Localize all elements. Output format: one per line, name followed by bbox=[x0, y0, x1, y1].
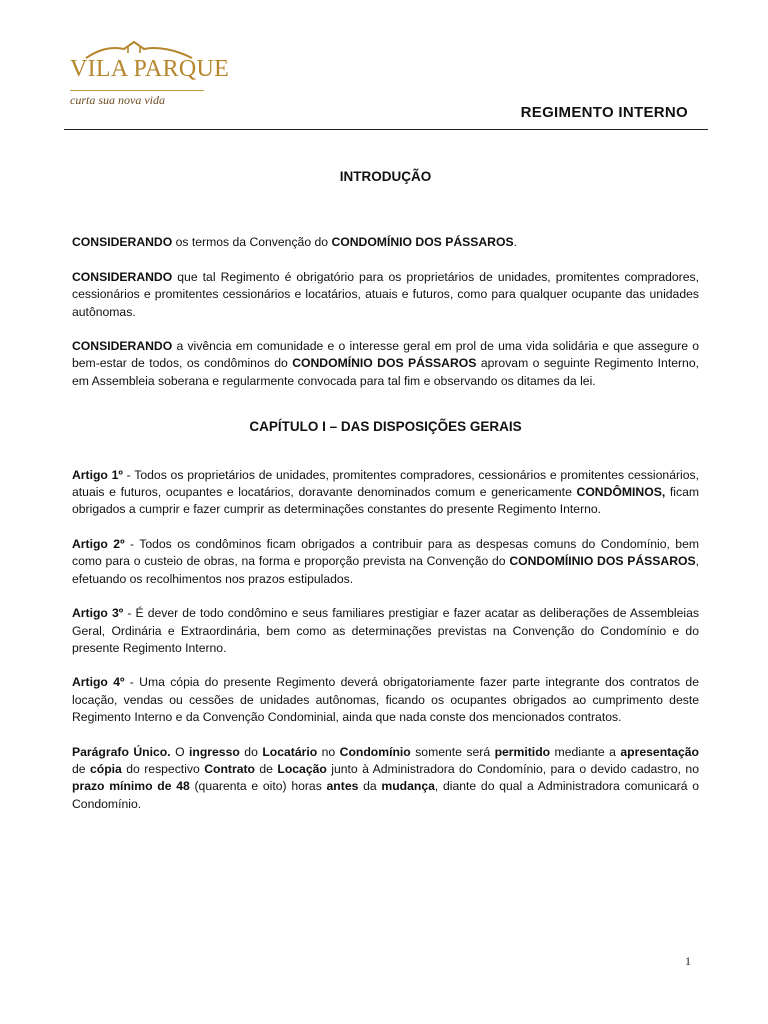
paragraph-text: a vivência em comunidade e o interesse geral em prol de uma vida solidária e que assegure o bem-estar de todos, os condôminos do bbox=[72, 339, 699, 371]
document-body bbox=[72, 160, 699, 813]
paragraph-text: do bbox=[239, 744, 263, 759]
document-title: REGIMENTO INTERNO bbox=[520, 104, 688, 121]
paragraph-text: no bbox=[317, 744, 340, 759]
paragraph-text: - Todos os condôminos ficam obrigados a contribuir para as despesas comuns do Condomínio, bem como para o custeio de obras, na forma e proporção prevista na Convenção do bbox=[72, 536, 699, 569]
paragraph-text: . bbox=[513, 235, 517, 250]
bold-term: permitido bbox=[494, 744, 551, 759]
paragraph-text: que tal Regimento é obrigatório para os proprietários de unidades, promitentes compradores, cessionários e promitentes cessionários e locatários, atuais e futuros, como para qualquer ocupante das unidades autônomas. bbox=[72, 269, 699, 319]
paragraph-text: os termos da Convenção do bbox=[172, 235, 332, 250]
bold-term: mudança bbox=[381, 779, 435, 794]
chapter-1-heading: CAPÍTULO I – DAS DISPOSIÇÕES GERAIS bbox=[249, 419, 522, 435]
bold-term: prazo mínimo de 48 bbox=[72, 779, 190, 794]
condominium-name: CONDOMÍNIO DOS PÁSSAROS bbox=[292, 356, 477, 371]
paragraph-text: - É dever de todo condômino e seus familiares prestigiar e fazer acatar as deliberações de Assembleias Geral, Ordinária e Extraordinária, bem como as determinações previstas na Convenção do Condomínio e do presente Regimento Interno. bbox=[72, 606, 699, 655]
bold-term: Locatário bbox=[262, 744, 318, 759]
bold-term: cópia bbox=[89, 761, 122, 776]
paragraph-text: O bbox=[170, 744, 190, 759]
paragraph-text: de bbox=[72, 761, 90, 776]
paragraph-text: , diante do qual a Administradora comunicará o Condomínio. bbox=[72, 779, 699, 811]
article-2 bbox=[72, 536, 699, 588]
considerando-lead: CONSIDERANDO bbox=[72, 269, 173, 284]
header-rule bbox=[64, 129, 708, 130]
article-3-label: Artigo 3º bbox=[72, 606, 124, 621]
logo-tagline: curta sua nova vida bbox=[70, 90, 204, 108]
logo-name: VILA PARQUE bbox=[70, 56, 230, 82]
bold-term: apresentação bbox=[620, 744, 699, 759]
considerando-lead: CONSIDERANDO bbox=[72, 235, 173, 250]
paragrafo-unico-label: Parágrafo Único. bbox=[72, 744, 171, 759]
paragraph-text: ficam obrigados a cumprir e fazer cumprir as determinações constantes do presente Regimento Interno. bbox=[72, 485, 699, 517]
bold-term: ingresso bbox=[189, 744, 240, 759]
page-number: 1 bbox=[685, 954, 691, 968]
condominium-name: CONDOMÍINIO DOS PÁSSAROS bbox=[509, 554, 696, 569]
article-1 bbox=[72, 467, 699, 519]
bold-term: Contrato bbox=[204, 761, 255, 776]
paragraph-text: , efetuando os recolhimentos nos prazos estipulados. bbox=[72, 554, 700, 586]
paragraph-text: aprovam o seguinte Regimento Interno, em Assembleia soberana e regularmente convocada para tal fim e observando os ditames da lei. bbox=[72, 356, 699, 388]
bold-term: Condomínio bbox=[339, 744, 411, 759]
intro-paragraph-1 bbox=[72, 234, 699, 251]
paragraph-text: mediante a bbox=[550, 744, 621, 759]
considerando-lead: CONSIDERANDO bbox=[72, 339, 173, 354]
article-4-label: Artigo 4º bbox=[72, 675, 125, 690]
article-3 bbox=[72, 605, 699, 657]
paragraph-text: junto à Administradora do Condomínio, para o devido cadastro, no bbox=[326, 761, 699, 776]
paragraph-text: da bbox=[358, 779, 382, 794]
condominos-term: CONDÔMINOS, bbox=[576, 485, 666, 500]
bold-term: antes bbox=[326, 779, 359, 794]
article-4 bbox=[72, 674, 699, 726]
intro-paragraph-3 bbox=[72, 338, 699, 390]
vila-parque-logo bbox=[66, 40, 230, 112]
bold-term: Locação bbox=[277, 761, 327, 776]
paragraph-text: (quarenta e oito) horas bbox=[189, 779, 327, 794]
intro-paragraph-2 bbox=[72, 269, 699, 321]
paragraph-text: - Todos os proprietários de unidades, promitentes compradores, cessionários e promitentes cessionários, atuais e futuros, ocupantes e locatários, doravante denominados comum e genericamente bbox=[72, 467, 699, 500]
paragraph-text: do respectivo bbox=[121, 761, 205, 776]
article-1-label: Artigo 1º bbox=[72, 467, 123, 482]
paragraph-text: de bbox=[254, 761, 278, 776]
paragraph-text: - Uma cópia do presente Regimento deverá obrigatoriamente fazer parte integrante dos contratos de locação, vendas ou cessões de unidades autônomas, ficando os ocupantes obrigados ao cumprimento deste Regimento Interno e da Convenção Condominial, ainda que nada conste dos mencionados contratos. bbox=[72, 675, 699, 725]
article-2-label: Artigo 2º bbox=[72, 536, 125, 551]
intro-heading: INTRODUÇÃO bbox=[339, 169, 432, 184]
paragrafo-unico bbox=[72, 744, 699, 814]
paragraph-text: somente será bbox=[410, 744, 495, 759]
condominium-name: CONDOMÍNIO DOS PÁSSAROS bbox=[331, 235, 514, 250]
